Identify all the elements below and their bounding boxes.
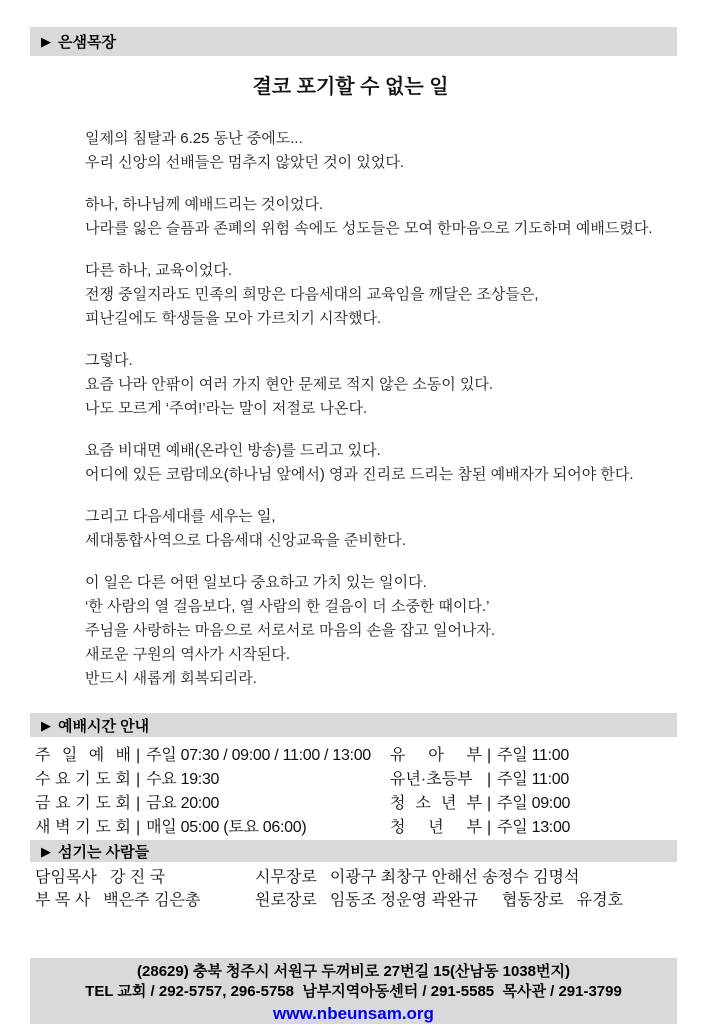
- paragraph-line: 피난길에도 학생들을 모아 가르치기 시작했다.: [85, 310, 382, 327]
- staff-role: 협동장로: [501, 892, 564, 909]
- separator: |: [136, 771, 141, 788]
- paragraph-line: 일제의 침탈과 6.25 동난 중에도...: [85, 130, 303, 147]
- church-address: (28629) 충북 청주시 서원구 두꺼비로 27번길 15(산남동 1038번지): [137, 963, 570, 980]
- paragraph-line: 이 일은 다른 어떤 일보다 중요하고 가치 있는 일이다.: [85, 574, 427, 591]
- paragraph-line: 주님을 사랑하는 마음으로 서로서로 마음의 손을 잡고 일어나자.: [85, 622, 496, 639]
- service-time: 금요 20:00: [146, 795, 220, 812]
- separator: |: [136, 747, 141, 764]
- schedule-column-left: [35, 744, 390, 840]
- schedule-row: [390, 792, 677, 816]
- service-time: 수요 19:30: [146, 771, 220, 788]
- paragraph-line: ‘한 사람의 열 걸음보다, 열 사람의 한 걸음이 더 소중한 때이다.’: [85, 598, 490, 615]
- paragraph-3: [85, 259, 661, 331]
- staff-cell: [255, 889, 677, 912]
- paragraph-line: 나라를 잃은 슬픔과 존폐의 위험 속에도 성도들은 모여 한마음으로 기도하며 예배드렸다.: [85, 220, 653, 237]
- paragraph-line: 나도 모르게 ‘주여!’라는 말이 저절로 나온다.: [85, 400, 368, 417]
- spacer: [478, 889, 502, 912]
- paragraph-6: [85, 505, 661, 553]
- service-name: 주 일 예 배: [35, 747, 131, 764]
- worship-schedule: [35, 744, 677, 840]
- department-time: 주일 11:00: [497, 747, 569, 764]
- staff-role: 부 목 사: [35, 892, 91, 909]
- schedule-row: [390, 816, 677, 840]
- schedule-row: [35, 816, 390, 840]
- staff-cell: [35, 866, 255, 889]
- paragraph-line: 요즘 비대면 예배(온라인 방송)를 드리고 있다.: [85, 442, 381, 459]
- paragraph-line: 전쟁 중일지라도 민족의 희망은 다음세대의 교육임을 깨달은 조상들은,: [85, 286, 539, 303]
- service-time: 매일 05:00 (토요 06:00): [146, 819, 307, 836]
- paragraph-2: [85, 193, 661, 241]
- department-name: 유년·초등부: [390, 771, 473, 788]
- article-body: [85, 127, 661, 691]
- schedule-row: [390, 744, 677, 768]
- paragraph-line: 우리 신앙의 선배들은 멈추지 않았던 것이 있었다.: [85, 154, 404, 171]
- schedule-row: [35, 744, 390, 768]
- article-title: 결코 포기할 수 없는 일: [252, 76, 449, 98]
- separator: |: [487, 819, 492, 836]
- section-title-worship-times: 예배시간 안내: [58, 717, 150, 735]
- triangle-marker-icon: ▶: [41, 843, 51, 859]
- staff-names: 백은주 김은총: [103, 892, 201, 909]
- department-time: 주일 11:00: [497, 771, 569, 788]
- staff-row: [35, 866, 677, 889]
- paragraph-4: [85, 349, 661, 421]
- paragraph-line: 새로운 구원의 역사가 시작된다.: [85, 646, 291, 663]
- staff-cell: [255, 866, 677, 889]
- paragraph-line: 그리고 다음세대를 세우는 일,: [85, 508, 276, 525]
- staff-role: 담임목사: [35, 869, 97, 886]
- service-name: 수 요 기 도 회: [35, 771, 131, 788]
- church-website-link[interactable]: www.nbeunsam.org: [273, 1004, 434, 1023]
- staff-names: 임동조 정운영 곽완규: [329, 892, 478, 909]
- staff-role: 원로장로: [255, 892, 317, 909]
- service-name: 새 벽 기 도 회: [35, 819, 131, 836]
- staff-cell: [35, 889, 255, 912]
- paragraph-1: [85, 127, 661, 175]
- department-time: 주일 13:00: [497, 819, 571, 836]
- staff-names: 강 진 국: [109, 869, 166, 886]
- department-name: 청 년 부: [390, 819, 482, 836]
- paragraph-line: 어디에 있든 코람데오(하나님 앞에서) 영과 진리로 드리는 참된 예배자가 되어야 한다.: [85, 466, 634, 483]
- section-header-farm: [30, 27, 677, 56]
- service-time: 주일 07:30 / 09:00 / 11:00 / 13:00: [146, 747, 371, 764]
- separator: |: [487, 795, 492, 812]
- church-phone-numbers: TEL 교회 / 292-5757, 296-5758 남부지역아동센터 / 291-5585 목사관 / 291-3799: [85, 983, 622, 1000]
- separator: |: [487, 747, 492, 764]
- footer: [30, 958, 677, 1024]
- staff-names: 이광구 최창구 안해선 송정수 김명석: [329, 869, 580, 886]
- department-name: 유 아 부: [390, 747, 482, 764]
- schedule-row: [35, 792, 390, 816]
- service-name: 금 요 기 도 회: [35, 795, 131, 812]
- staff-list: [35, 866, 677, 912]
- separator: |: [136, 795, 141, 812]
- paragraph-line: 다른 하나, 교육이었다.: [85, 262, 233, 279]
- staff-role: 시무장로: [255, 869, 317, 886]
- schedule-row: [390, 768, 677, 792]
- paragraph-line: 하나, 하나님께 예배드리는 것이었다.: [85, 196, 324, 213]
- staff-names: 유경호: [576, 892, 624, 909]
- section-title-serving-people: 섬기는 사람들: [58, 843, 150, 861]
- separator: |: [136, 819, 141, 836]
- separator: |: [487, 771, 492, 788]
- paragraph-line: 반드시 새롭게 회복되리라.: [85, 670, 257, 687]
- department-time: 주일 09:00: [497, 795, 571, 812]
- section-title-farm: 은샘목장: [58, 34, 116, 51]
- section-header-worship-times: [30, 713, 677, 737]
- paragraph-7: [85, 571, 661, 691]
- paragraph-line: 그렇다.: [85, 352, 133, 369]
- section-header-serving-people: [30, 840, 677, 862]
- department-name: 청 소 년 부: [390, 795, 482, 812]
- paragraph-line: 세대통합사역으로 다음세대 신앙교육을 준비한다.: [85, 532, 406, 549]
- staff-row: [35, 889, 677, 912]
- triangle-marker-icon: ▶: [41, 717, 51, 733]
- bulletin-page: [0, 27, 701, 1023]
- paragraph-5: [85, 439, 661, 487]
- schedule-column-right: [390, 744, 677, 840]
- schedule-row: [35, 768, 390, 792]
- triangle-marker-icon: ▶: [41, 34, 51, 49]
- paragraph-line: 요즘 나라 안팎이 여러 가지 현안 문제로 적지 않은 소동이 있다.: [85, 376, 494, 393]
